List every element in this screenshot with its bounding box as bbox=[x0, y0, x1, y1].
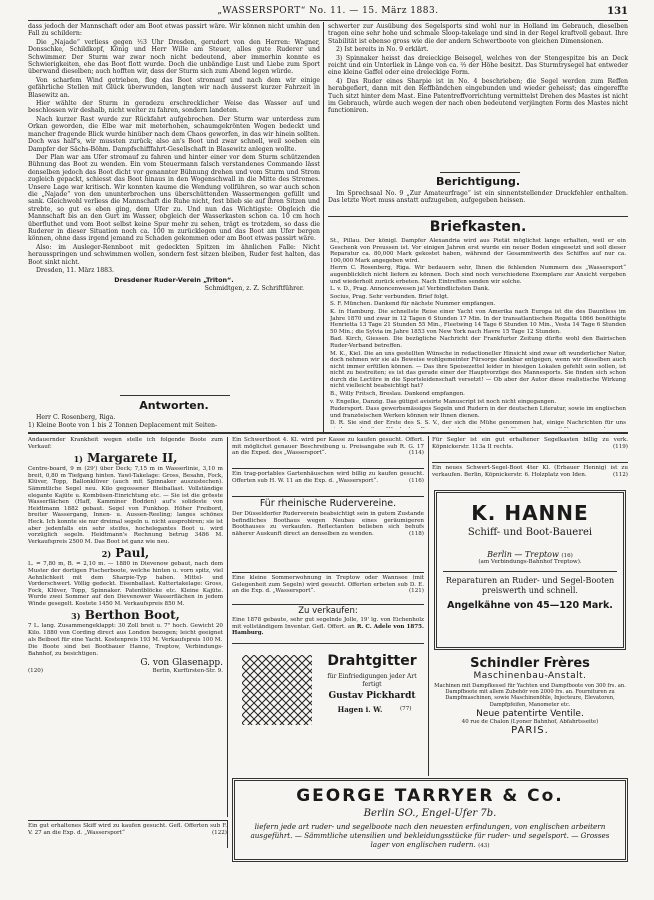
ad-tag: (121) bbox=[408, 588, 424, 595]
right-paragraph: 3) Spinnaker heisst das dreieckige Beisegel, welches von der Stengespitze bis an Deck reicht und ein Unterliek in Länge von ca. ⅔ der Höhe besitzt. Das Sturmtrysegel hat entweder eine kleine Gaffel oder eine dreieckige Form. bbox=[328, 54, 628, 77]
briefkasten-entry: B., Willy Fritsch, Breslau. Dankend empfangen. bbox=[330, 391, 465, 398]
ad-text: Ein gut erhaltenes Skiff wird zu kaufen gesucht. Gefl. Offerten sub F. V. 27 an die Exp. d. „Wassersport“ bbox=[28, 823, 227, 836]
ad-zuverkaufen bbox=[232, 617, 424, 637]
ad-skiff bbox=[28, 820, 228, 848]
left-paragraph: dass jedoch der Mannschaft oder am Boot etwas passirt wäre. Wir können nicht umhin den Fall zu schildern: bbox=[28, 23, 320, 38]
ad-name: Gustav Pickhardt bbox=[328, 691, 416, 701]
ad-drahtgitter bbox=[232, 647, 424, 773]
berichtigung-heading: Berichtigung. bbox=[435, 175, 520, 188]
ad-item-name: Margarete II, bbox=[87, 451, 178, 466]
ad-margarete bbox=[28, 437, 228, 817]
berichtigung-paragraph: Im Sprechsaal No. 9 „Zur Amateurfrage“ ist ein sinnentstellender Druckfehler enthalten. Das letzte Wort muss anstatt aufzugeben, aufgegeben heissen. bbox=[328, 190, 628, 205]
ad-text: Ein neues Schwert-Segel-Boot 4ter Kl. (Erbauer Hennig) ist zu verkaufen. Berlin, Köpnickerstr. 6. Holzplatz von Iden. bbox=[432, 465, 628, 478]
ad-title: K. HANNE bbox=[471, 501, 589, 525]
ad-rule bbox=[232, 604, 424, 605]
section-rule bbox=[440, 172, 520, 173]
signature-club: Dresdener Ruder-Verein „Triton“. bbox=[114, 276, 234, 285]
ad-rule bbox=[232, 643, 424, 644]
ad-schindler bbox=[434, 656, 626, 736]
ad-item-heading bbox=[28, 546, 223, 561]
ad-tag: (116) bbox=[408, 477, 424, 484]
briefkasten-list bbox=[330, 238, 626, 428]
briefkasten-entry: Rudersport. Dass gewerbsmässiges Segeln und Rudern in der deutschen Literatur, sowie im englischen und französischen Werken können wir Ihnen dienen. bbox=[330, 406, 626, 419]
ad-text: Machinen mit Dampfkessel für Yachten und Dampfboote von 300 frs. an. Dampfboote mit allem Zubehör von 2000 frs. an. Fournituren zu Dampfmaschinen, sowie Maschinenöhle, Injecteure, Elevatoren, Dampfpfeifen, Manometer etc. bbox=[434, 683, 626, 708]
ad-tarryer bbox=[232, 778, 628, 862]
ad-repair-text: Reparaturen an Ruder- und Segel-Booten preiswerth und schnell. bbox=[445, 576, 615, 595]
ad-tag: (112) bbox=[612, 471, 628, 478]
ad-place: Hagen i. W. bbox=[337, 705, 383, 714]
briefkasten-entry: Bad. Kirch, Giessen. Die bezügliche Nachricht der Frankfurter Zeitung dürfte wohl den Bairischen Ruder-Verband betreffen. bbox=[330, 336, 626, 349]
right-paragraph: schwerter zur Ausübung des Segelsports sind wohl nur in Holland im Gebrauch, dieselben tragen eine sehr hohe und schmale Sloop-takelage und sind in der Regel kraftvoll gebaut. Ihre Stabilität ist ebenso gross wie die der andern Schwertboote von gleichen Dimensionen. bbox=[328, 23, 628, 45]
running-title: „WASSERSPORT“ No. 11. — 15. März 1883. bbox=[217, 6, 439, 16]
ad-subtitle: Maschinenbau-Anstalt. bbox=[473, 671, 587, 681]
briefkasten-entry: S. F. München. Dankend für nächste Nummer empfangen. bbox=[330, 301, 496, 308]
page-number: 131 bbox=[607, 6, 628, 17]
ad-hanne bbox=[434, 490, 626, 650]
ad-address: Berlin SO., Engel-Ufer 7b. bbox=[363, 808, 497, 819]
ad-name: R. C. Adele von 1875. Hamburg. bbox=[232, 623, 424, 637]
left-paragraph: Hier wählte der Sturm in geradezu erschrecklicher Weise das Wasser auf und beschlossen wir deshalb, nicht weiter zu fahren, sondern landeten. bbox=[28, 100, 320, 115]
ad-tag: (120) bbox=[28, 668, 44, 675]
briefkasten-entry: L. v. D., Prag. Annoncenwesen ja! Verbindlichsten Dank. bbox=[330, 286, 490, 293]
ad-item-text: Centre-board, 9 m (29') über Deck; 7,15 m in Wasserlinie, 3,10 m breit, 0,80 m Tiefgang hinten. Yawl-Takelage: Gross, Besahn, Fock, Klüver, Topp, Ballonklüver (auch mit Spinnaker auszustechen). Sämmtliche Segel neu. Kilo gegossener Bleiballast. Vollständige elegante Kajüte u. Kombüsen-Einrichtung etc. — Sie ist die grösste Wasserflächen (Haff, Kamminer Bodden) auf's solideste von Heidtmann 1882 gebaut. Segel von Funkhop. Höher Freibord, breiter Wassergang, Innen- u. Aussen-Reeling; langes schönes Heck. Ich konnte sie nur dreimal segeln u. nicht ausprobiren; sie ist aber jedenfalls ein sehr steifes, hochelegantes Boot u. wird vorzüglich segeln. Heidtmann's Rechnung betrug 3486 M. Verkaufspreis 2500 M. Das Boot ist ganz wie neu. bbox=[28, 466, 223, 545]
ad-rule bbox=[432, 462, 628, 463]
column-divider bbox=[323, 22, 324, 432]
ad-tag: (43) bbox=[478, 843, 490, 849]
briefkasten-entry: D. R. Sie sind der Erste des S. S. V., der sich die Mühe genommen hat, einige Nachrichten für uns bbox=[330, 420, 626, 427]
briefkasten-heading: Briefkasten. bbox=[429, 219, 527, 235]
briefkasten-entry: M. K., Kiel. Die an uns gestellten Wünsche in redactioneller Hinsicht sind zwar oft wunderlicher Natur, doch nehmen wir sie als Beweise wohlgemeinter Fürsorge dankbar entgegen, wenn wir dieselben auch nicht immer erfüllen können. — Das ihre Speisezettel leider in hiesigen Lokalen gefehlt sein sollen, ist nicht zu bestreiten; es ist das gerade einer der Hauptvorzüge des Mannesports. Sie finden sich schon durch die Lectüre in die Sportsleidenschaft versetzt! — Ob aber der Autor diese realistische Wirkung nicht vielleicht beabsichtigt hat? bbox=[330, 350, 626, 390]
column-divider bbox=[428, 436, 429, 776]
ad-patent-line: Neue patentirte Ventile. bbox=[476, 708, 584, 719]
ad-text: Der Düsseldorfer Ruderverein beabsichtigt sein in gutem Zustande befindliches Boothaus wegen Neubau eines geräumigeren Boothauses zu verkaufen. Reflectanten belieben sich behufs näherer Auskunft direct an denselben zu wenden. bbox=[232, 511, 424, 537]
ad-gartenhaus bbox=[232, 471, 424, 484]
ad-tag: (16) bbox=[561, 553, 573, 559]
header-rule bbox=[28, 20, 628, 21]
ad-item-name: Paul, bbox=[115, 546, 150, 561]
ad-zuverkaufen-heading: Zu verkaufen: bbox=[298, 606, 358, 616]
ad-text: Ein trag-portables Gartenhäuschen wird billig zu kaufen gesucht. Offerten sub H. W. 11 an die Exp. d. „Wassersport“. bbox=[232, 471, 424, 484]
ad-subtitle: Schiff- und Boot-Bauerei bbox=[467, 527, 593, 538]
ads-separator bbox=[28, 432, 628, 434]
ad-address: 40 rue de Chalon (Lyoner Bahnhof, Abfahrtsseite) bbox=[461, 718, 599, 725]
ad-sommerwohnung bbox=[232, 575, 424, 595]
ad-ruderverein bbox=[232, 511, 424, 537]
antworten-text bbox=[28, 414, 320, 431]
ad-tag: (122) bbox=[211, 829, 227, 836]
briefkasten-entry: K. in Hamburg. Die schnellste Reise einer Yacht von Amerika nach Europa ist die des Dauntless im Jahre 1870 und zwar in 12 Tagen 6 Stunden 17 Min. In der transatlantischen Regatta 1866 benöthigte Henrietta 13 Tage 21 Stunden 55 Min., Fleetwing 14 Tage 6 Stunden 10 Min., Vesta 14 Tage 6 Stunden 50 Min.; die Sylvia im Jahre 1853 von New York nach Havre 15 Tage 12 Stunden. bbox=[330, 308, 626, 335]
right-column-article bbox=[328, 23, 628, 116]
running-header bbox=[28, 6, 628, 20]
ad-schwert-segel bbox=[432, 465, 628, 478]
ad-item-heading bbox=[28, 608, 223, 623]
ad-place bbox=[437, 550, 623, 559]
antworten-line: Herr C. Rosenberg, Riga. bbox=[36, 414, 116, 421]
ad-item-number: 1) bbox=[73, 454, 83, 465]
ad-item-text: Die Boote sind bei Bootbauer Hanne, Treptow, Verbindungs-Bahnhof, zu besichtigen. bbox=[28, 644, 223, 657]
ad-item-number: 3) bbox=[71, 611, 81, 622]
ad-text bbox=[245, 822, 615, 851]
ad-rule bbox=[232, 496, 424, 497]
ad-subtitle-2: fertigt bbox=[362, 681, 382, 688]
ad-tag: (114) bbox=[408, 450, 424, 457]
ad-text-content: liefern jede art ruder- und segelboote nach den neuesten erfindungen, von englischen arbeitern ausgeführt. — Sämmtliche utensilien und bekleidungsstücke für ruder- und segelsport. — Grosses lager von englischen rudern. bbox=[250, 822, 610, 849]
ad-subtitle: für Einfriedigungen jeder Art bbox=[327, 673, 417, 680]
ad-segler bbox=[432, 437, 628, 450]
briefkasten-entry: v. Engelke, Danzig. Das gütigst avisirte Manuscript ist noch nicht eingegangen. bbox=[330, 398, 557, 405]
ad-text: Eine 1878 gebaute, sehr gut segelnde Jolle, 19' lg. von Eichenholz mit vollständigem Inventar. Gefl. Offert. an bbox=[232, 617, 424, 630]
ad-item-text: 7 L. lang. Zusammengeklappt: 30 Zoll breit u. 7" hoch. Gewicht 20 Kilo. 1880 von Cording direct aus London bezogen; leicht geeignet als Beiboot für eine Yacht. Kostenpreis 193 M. Verkaufspreis 100 M. bbox=[28, 623, 223, 643]
right-paragraph: 4) Das Ruder eines Sharpie ist in No. 4 beschrieben; die Segel werden zum Reffen herabgefiert, dann mit den Reffbändchen eingebunden und wieder geheisst; das eingereffte Tuch sitzt hinter dem Mast. Eine Patentreffvorrichtung vermittelst Drehen des Mastes ist nicht im Gebrauch, würde auch wegen der nach oben bedeutend verjüngten Form des Mastes nicht functioniren. bbox=[328, 77, 628, 115]
ad-title: Drahtgitter bbox=[327, 653, 417, 669]
ad-footer bbox=[28, 668, 223, 675]
ad-place-text: Berlin — Treptow bbox=[487, 550, 559, 559]
ad-intro: Andauernder Krankheit wegen stelle ich folgende Boote zum Verkauf: bbox=[28, 437, 223, 450]
ad-ruderverein-heading: Für rheinische Rudervereine. bbox=[259, 498, 397, 509]
briefkasten-entry: Herrn C. Rosenberg, Riga. Wir bedauern sehr, Ihnen die fehlenden Nummern des „Wassersport“ augenblicklich nicht liefern zu können. Doch sind noch verschiedene Exemplare zur Ansicht vergeben und wiederholt zurück erbeten. Nach Eintreffen senden wir solche. bbox=[330, 265, 626, 285]
ad-text: Ein Schwertboot 4. Kl. wird per Kasse zu kaufen gesucht. Offert. mit möglichst genauer Beschreibung u. Preisangabe sub R. G. 17 an die Exped. des „Wassersport“. bbox=[232, 437, 424, 457]
right-paragraph: 2) Ist bereits in No. 9 erklärt. bbox=[336, 46, 429, 54]
left-paragraph: Die „Najade“ verliess gegen ½3 Uhr Dresden, gerudert von den Herren: Wagner, Donsschke, Schildkopf, König und Herr Wille am Steuer, alles gute Ruderer und Schwimmer. Der Sturm war zwar noch nicht bedeutend, aber immerhin konnte es Schwierigkeiten, ehe das Boot flott wurde. Doch die unbändige Lust und Liebe zum Sport überwand dieselben; auch hofften wir, dass der Sturm sich zum Abend legen würde. bbox=[28, 38, 320, 76]
ad-tag: (119) bbox=[612, 443, 628, 450]
ad-rule bbox=[232, 468, 424, 469]
ad-tag: (77) bbox=[400, 706, 412, 712]
ad-place-detail: (am Verbindungs-Bahnhof Treptow). bbox=[478, 559, 582, 565]
ad-city: PARIS. bbox=[511, 724, 549, 736]
ad-title: GEORGE TARRYER & Co. bbox=[296, 786, 564, 806]
section-rule bbox=[120, 395, 230, 396]
wire-mesh-illustration bbox=[242, 655, 312, 725]
left-paragraph: Von scharfem Wind getrieben, flog das Boot stromauf und nach dem wir einige gefährliche Stellen mit Glück überwunden, langten wir nach äusserst kurzer Fahrzeit in Blasewitz an. bbox=[28, 76, 320, 99]
left-column-article bbox=[28, 23, 320, 292]
signature-name: Schmidtgen, z. Z. Schriftführer. bbox=[204, 284, 304, 292]
briefkasten-entry: Socius, Prag. Sehr verbunden. Brief folgt. bbox=[330, 293, 449, 300]
antworten-line: 1) Kleine Boote von 1 bis 2 Tonnen Deplacement mit Seiten- bbox=[28, 422, 218, 430]
dateline: Dresden, 11. März 1883. bbox=[36, 267, 115, 274]
ad-price-line: Angelkähne von 45—120 Mark. bbox=[447, 600, 613, 611]
briefkasten-entry: St., Pillau. Der königl. Dampfer Alexandria wird aus Pietät möglichst lange erhalten, weil er ein Geschenk von Preussen ist. Vor einigen Jahren erst wurde ein neuer Boden eingesetzt und soll dieser Reparatur ca. 80,000 Mark gekostet haben, während der Gesammtwerth des Schiffes auf nur ca. 100,000 Mark angegeben wird. bbox=[330, 238, 626, 264]
berichtigung-text bbox=[328, 190, 628, 206]
ad-title: Schindler Frères bbox=[470, 656, 590, 671]
ad-item-text: L. = 7,80 m, B. = 2,10 m. — 1880 in Dievenow gebaut, nach dem Muster der dortigen Fischerboote, welche hinten u. vorn spitz, viel Aehnlichkeit mit dem Sharpie-Typ haben. Mittel- und Vorderschwert. Völlig gedeckt. Eisenballast. Kuttertakelage: Gross, Fock, Klüver, Topp, Spinnaker. Patentblöcke etc. Kleine Kajüte. Wurde zwei Sommer auf den Dievenower Wasserflächen in jedem Winde gesegelt. Kostete 1450 M. Verkaufspreis 850 M. bbox=[28, 561, 223, 607]
ad-item-heading bbox=[28, 451, 223, 466]
ad-item-number: 2) bbox=[101, 549, 112, 560]
ad-address: Berlin, Kurfürsten-Str. 9. bbox=[152, 668, 223, 675]
ad-item-name: Berthon Boot, bbox=[84, 608, 180, 623]
ad-signature: G. von Glasenapp. bbox=[140, 658, 223, 669]
ad-rule bbox=[232, 572, 424, 573]
antworten-heading: Antworten. bbox=[139, 399, 209, 412]
left-paragraph: Der Plan war am Ufer stromauf zu fahren und hinter einer vor dem Sturm schützenden Bühnung das Boot zu wenden. Ein vom Steuermann falsch verstandenes Commando lässt denselben jedoch das Boot dicht vor genannter Bühnung drehen und vom Sturm und Strom zugleich gepackt, schiesst das Boot hinaus in den Wogenschwall in die Mitte des Stromes. Unsere Lage war kritisch. Wir konnten kaume die Wendung vollführen, so war auch schon die „Najade“ von den ununterbrochen uns überschüttenden Wassermengen gefüllt und sank. Gleichwohl verliess die Mannschaft die Ruhe nicht, fest blieb sie auf ihren Sitzen und strebte, so gut es eben ging, dem Ufer zu. Und nun das Wichtigste: Obgleich die Mannschaft bis an den Gurt im Wasser, obgleich der Wasserkasten schon ca. 10 cm hoch überfluthet und vom Boot selbst keine Spur mehr zu sehen, trägt es trotzdem, so dass die Ruderer in dieser Situation noch ca. 100 m zurücklegen und das Boot am Ufer bergen können, ohne dass irgend jemand zu Schaden gekommen oder am Boot etwas passirt wäre. bbox=[28, 153, 320, 243]
ad-schwertboot bbox=[232, 437, 424, 457]
section-rule bbox=[328, 216, 628, 217]
left-paragraph: Also: im Ausleger-Rennboot mit gedeckten Spitzen im ähnlichen Falle: Nicht herausspringen und schwimmen wollen, sondern fest sitzen bleiben, Ruder fest halten, das Boot sinkt nicht. bbox=[28, 243, 320, 266]
ad-tag: (118) bbox=[408, 530, 424, 537]
ad-text: Für Segler ist ein gut erhaltener Segelkasten billig zu verk. Köpnickerstr. 113a II rechts. bbox=[432, 437, 628, 450]
ad-text: Eine kleine Sommerwohnung in Treptow oder Wannsee (mit Gelegenheit zum Segeln) wird gesucht. Offerten erbeten sub D. E. an die Exp. d. „Wassersport“. bbox=[232, 575, 424, 595]
left-paragraph: Nach kurzer Rast wurde zur Rückfahrt aufgebrochen. Der Sturm war unterdess zum Orkan geworden, die Elbe war mit meterhohen, schaumgekrönten Wogen bedeckt und mancher fragende Blick wurde hinüber nach dem Chaos geworfen, in das wir hinein sollten. Doch was half's, wir mussten zurück; also an's Boot und zwar schnell, weil soeben ein Dampfer der Sächs-Böhm. Dampfschifffahrt-Gesellschaft in Blasewitz anlegen wollte. bbox=[28, 115, 320, 153]
